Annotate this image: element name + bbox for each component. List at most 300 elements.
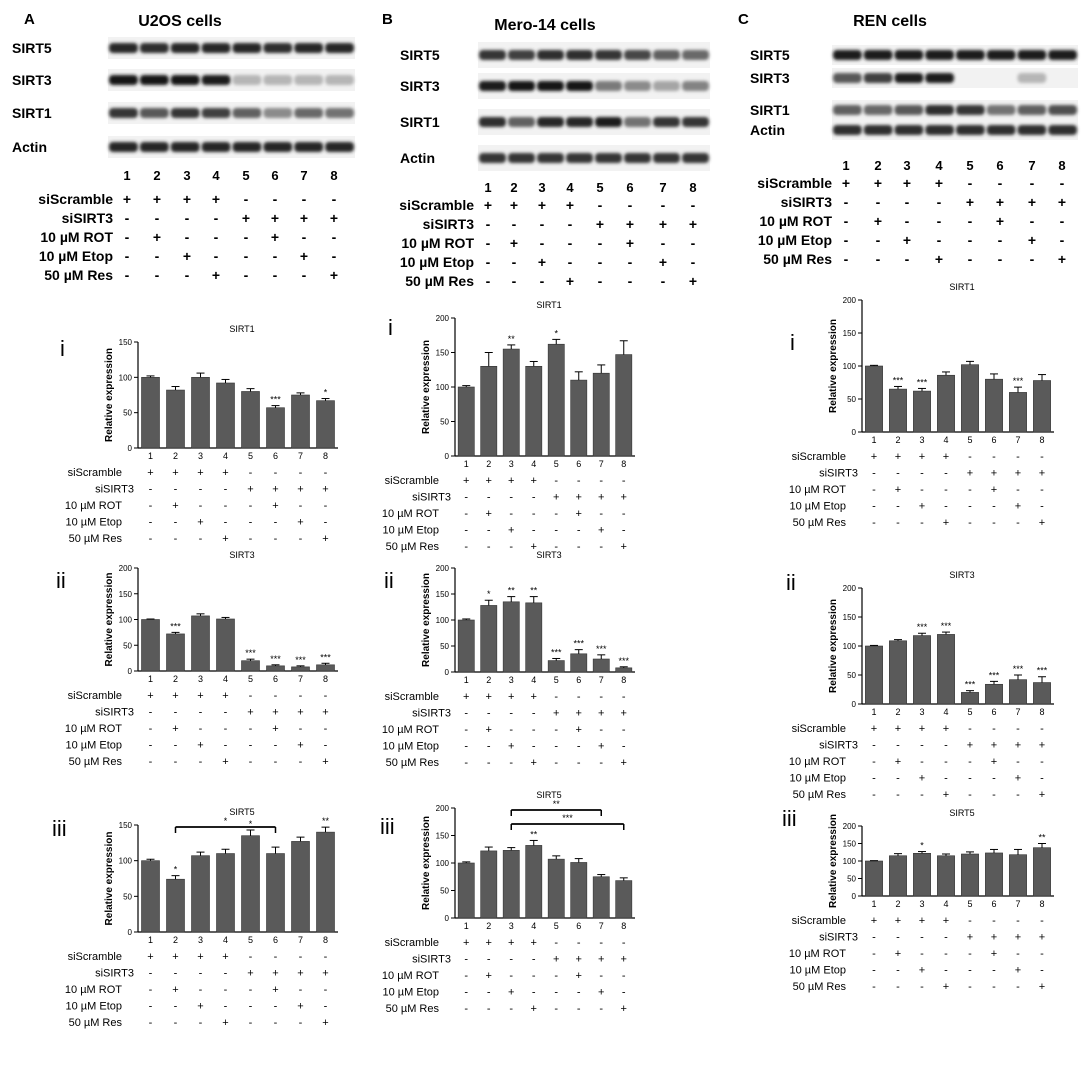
chart-treatment-sign: + — [485, 937, 492, 949]
blot-band — [833, 125, 862, 135]
chart-treatment-sign: - — [896, 964, 900, 977]
chart-treatment-sign: + — [222, 951, 229, 963]
lane-number: 5 — [596, 180, 604, 195]
chart-treatment-sign: - — [298, 984, 303, 996]
chart-treatment-sign: - — [248, 739, 253, 752]
chart-treatment-label: siScramble — [791, 451, 846, 463]
lane-number: 1 — [842, 158, 850, 173]
treatment-sign: - — [843, 232, 849, 248]
blot-band — [1018, 50, 1047, 60]
blot-band — [109, 142, 138, 152]
treatment-sign: - — [597, 235, 603, 251]
significance-mark: ** — [507, 333, 515, 344]
chart-treatment-sign: - — [173, 756, 178, 768]
chart-treatment-sign: + — [1038, 467, 1046, 480]
blot-band — [566, 153, 593, 163]
treatment-sign: + — [902, 175, 912, 191]
bar — [192, 377, 210, 448]
chart-treatment-label: 10 µM Etop — [789, 772, 846, 785]
chart-treatment-sign: + — [172, 723, 179, 735]
x-tick-label: 8 — [322, 451, 329, 461]
subpanel-label: i — [60, 336, 65, 361]
chart-treatment-sign: - — [509, 508, 514, 520]
x-tick-label: 6 — [272, 935, 279, 945]
blot-band — [140, 43, 169, 53]
x-tick-label: 5 — [553, 459, 559, 469]
chart-treatment-sign: + — [508, 740, 515, 753]
significance-mark: ** — [530, 585, 538, 596]
blot-band — [171, 108, 200, 118]
x-tick-label: 3 — [919, 899, 925, 909]
lane-number: 3 — [903, 158, 911, 173]
chart-treatment-sign: - — [198, 756, 203, 768]
bar — [292, 667, 310, 671]
significance-mark: *** — [573, 638, 585, 649]
treatment-sign: + — [483, 197, 493, 213]
chart-treatment-sign: - — [920, 484, 924, 496]
chart-treatment-sign: - — [554, 541, 559, 553]
chart-treatment-sign: - — [1016, 756, 1020, 768]
chart-treatment-sign: - — [531, 724, 536, 736]
x-tick-label: 3 — [197, 451, 204, 461]
blot-band — [325, 75, 354, 85]
x-tick-label: 6 — [991, 707, 997, 717]
treatment-label: siScramble — [399, 197, 474, 213]
y-tick-label: 100 — [842, 857, 856, 866]
chart-treatment-label: 50 µM Res — [792, 517, 846, 529]
chart-treatment-label: 50 µM Res — [68, 533, 122, 545]
chart-treatment-sign: - — [872, 948, 876, 960]
chart-treatment-sign: - — [298, 500, 303, 512]
treatment-sign: - — [154, 210, 160, 226]
x-tick-label: 2 — [486, 675, 492, 685]
treatment-sign: - — [539, 216, 545, 232]
chart-treatment-sign: - — [323, 516, 328, 529]
chart-treatment-sign: - — [968, 915, 972, 927]
y-tick-label: 200 — [118, 564, 132, 573]
chart-treatment-sign: + — [942, 451, 950, 463]
chart-treatment-sign: - — [576, 986, 581, 999]
chart-treatment-sign: - — [298, 756, 303, 768]
bar-chart-c-ii — [786, 570, 1054, 801]
treatment-sign: - — [243, 229, 249, 245]
chart-treatment-label: siSIRT3 — [819, 931, 858, 944]
chart-treatment-sign: - — [896, 467, 900, 480]
blot-band — [864, 50, 893, 60]
y-axis-label: Relative expression — [828, 599, 839, 693]
blot-band — [294, 43, 323, 53]
treatment-sign: - — [597, 254, 603, 270]
y-tick-label: 150 — [118, 821, 132, 830]
chart-treatment-sign: + — [1038, 517, 1046, 529]
treatment-sign: - — [627, 273, 633, 289]
treatment-sign: - — [936, 194, 942, 210]
x-tick-label: 5 — [247, 935, 254, 945]
chart-treatment-sign: + — [598, 491, 605, 504]
chart-treatment-sign: + — [870, 451, 878, 463]
treatment-sign: - — [967, 213, 973, 229]
chart-treatment-sign: + — [530, 541, 537, 553]
chart-treatment-sign: + — [272, 483, 279, 496]
chart-treatment-sign: + — [575, 724, 582, 736]
bar — [1033, 381, 1050, 432]
chart-treatment-sign: - — [872, 484, 876, 496]
y-tick-label: 0 — [444, 914, 449, 923]
chart-treatment-sign: - — [248, 467, 253, 479]
x-tick-label: 7 — [297, 451, 304, 461]
treatment-sign: - — [660, 273, 666, 289]
x-tick-label: 6 — [272, 674, 279, 684]
chart-treatment-sign: + — [508, 691, 515, 703]
chart-title: SIRT5 — [536, 790, 562, 800]
significance-mark: * — [554, 328, 559, 339]
lane-number: 7 — [659, 180, 667, 195]
x-tick-label: 4 — [531, 675, 537, 685]
chart-treatment-label: siScramble — [384, 937, 439, 949]
bar — [889, 856, 906, 896]
chart-treatment-sign: - — [248, 1000, 253, 1013]
chart-treatment-sign: - — [464, 508, 469, 520]
significance-mark: *** — [1036, 665, 1048, 676]
chart-treatment-label: 10 µM ROT — [64, 984, 122, 996]
chart-treatment-sign: - — [273, 1017, 278, 1029]
chart-treatment-sign: - — [298, 951, 303, 963]
x-tick-label: 4 — [943, 707, 949, 717]
blot-band — [956, 105, 985, 115]
treatment-sign: + — [211, 191, 221, 207]
chart-treatment-sign: + — [508, 524, 515, 537]
treatment-sign: - — [485, 216, 491, 232]
chart-treatment-sign: - — [944, 964, 948, 977]
lane-number: 5 — [966, 158, 974, 173]
chart-treatment-sign: + — [197, 467, 204, 479]
chart-treatment-label: siScramble — [791, 915, 846, 927]
blot-band — [1048, 105, 1077, 115]
significance-mark: *** — [245, 648, 256, 659]
treatment-sign: + — [299, 210, 309, 226]
chart-treatment-sign: - — [273, 467, 278, 479]
chart-treatment-sign: + — [197, 516, 204, 529]
bar-chart-b-i — [382, 300, 635, 553]
treatment-label: 10 µM ROT — [759, 213, 832, 229]
chart-treatment-sign: - — [920, 739, 924, 752]
y-tick-label: 50 — [440, 417, 449, 427]
blot-band — [202, 43, 231, 53]
chart-treatment-sign: - — [896, 517, 900, 529]
y-tick-label: 150 — [435, 590, 449, 599]
treatment-sign: - — [331, 248, 337, 264]
bar — [503, 850, 519, 918]
bar — [292, 841, 310, 932]
chart-treatment-sign: + — [297, 967, 304, 980]
chart-treatment-sign: + — [297, 1000, 304, 1013]
chart-treatment-sign: + — [247, 967, 254, 980]
blot-band — [233, 108, 262, 118]
chart-treatment-sign: - — [486, 757, 491, 769]
treatment-sign: - — [124, 248, 130, 264]
significance-mark: *** — [170, 621, 181, 632]
lane-number: 3 — [183, 168, 191, 183]
treatment-sign: + — [509, 197, 519, 213]
bar — [937, 856, 954, 896]
bar — [458, 863, 474, 918]
chart-treatment-sign: - — [554, 508, 559, 520]
chart-treatment-sign: + — [222, 1017, 229, 1029]
chart-treatment-sign: + — [322, 706, 329, 719]
chart-treatment-sign: + — [894, 484, 902, 496]
chart-treatment-sign: - — [273, 739, 278, 752]
chart-treatment-sign: - — [464, 740, 469, 753]
y-tick-label: 200 — [842, 296, 856, 305]
blot-band — [833, 105, 862, 115]
chart-treatment-label: 50 µM Res — [68, 756, 122, 768]
significance-mark: *** — [295, 654, 306, 665]
x-tick-label: 4 — [531, 921, 537, 931]
chart-treatment-sign: - — [223, 483, 228, 496]
treatment-sign: - — [1059, 213, 1065, 229]
chart-treatment-sign: - — [968, 723, 972, 735]
chart-treatment-sign: - — [992, 789, 996, 801]
treatment-sign: - — [301, 267, 307, 283]
x-tick-label: 1 — [147, 674, 154, 684]
x-tick-label: 2 — [895, 707, 901, 717]
blot-band — [987, 105, 1016, 115]
chart-treatment-sign: + — [147, 951, 154, 963]
chart-treatment-sign: + — [530, 1003, 537, 1015]
chart-treatment-sign: + — [620, 541, 627, 553]
chart-treatment-sign: - — [599, 508, 604, 520]
chart-treatment-label: 10 µM Etop — [65, 1000, 122, 1013]
chart-treatment-sign: - — [198, 723, 203, 735]
lane-number: 2 — [874, 158, 882, 173]
chart-treatment-sign: - — [198, 533, 203, 545]
treatment-sign: - — [567, 254, 573, 270]
y-axis-label: Relative expression — [104, 831, 115, 926]
bar — [458, 620, 474, 672]
chart-treatment-sign: + — [575, 953, 582, 966]
treatment-sign: - — [875, 194, 881, 210]
x-tick-label: 6 — [272, 451, 279, 461]
y-tick-label: 150 — [842, 329, 856, 338]
chart-treatment-label: 10 µM ROT — [381, 970, 439, 982]
bar — [142, 377, 160, 448]
blot-band — [325, 142, 354, 152]
chart-treatment-sign: - — [896, 931, 900, 944]
chart-treatment-sign: - — [323, 951, 328, 963]
significance-mark: *** — [618, 655, 630, 666]
significance-mark: *** — [940, 621, 952, 632]
treatment-sign: - — [213, 248, 219, 264]
treatment-sign: + — [1027, 232, 1037, 248]
y-tick-label: 0 — [851, 700, 856, 709]
bar — [1009, 392, 1026, 432]
lane-number: 6 — [996, 158, 1004, 173]
chart-treatment-sign: - — [273, 951, 278, 963]
chart-treatment-label: 10 µM ROT — [381, 724, 439, 736]
chart-treatment-sign: + — [1038, 981, 1046, 993]
chart-treatment-sign: + — [222, 533, 229, 545]
subpanel-label: i — [388, 315, 393, 340]
chart-treatment-sign: - — [944, 931, 948, 944]
treatment-label: 50 µM Res — [44, 267, 113, 283]
chart-treatment-sign: - — [920, 756, 924, 768]
chart-treatment-sign: - — [872, 981, 876, 993]
treatment-sign: + — [965, 194, 975, 210]
bar — [142, 861, 160, 932]
bar — [593, 877, 609, 918]
panel-title: REN cells — [853, 13, 927, 30]
bar — [985, 379, 1002, 432]
chart-treatment-sign: - — [576, 541, 581, 553]
blot-band — [537, 117, 564, 127]
chart-treatment-sign: - — [1016, 451, 1020, 463]
chart-treatment-sign: - — [464, 707, 469, 720]
treatment-sign: + — [122, 191, 132, 207]
treatment-sign: - — [597, 273, 603, 289]
subpanel-label: iii — [52, 816, 67, 841]
y-axis-label: Relative expression — [421, 816, 432, 910]
treatment-sign: + — [995, 213, 1005, 229]
chart-treatment-sign: - — [576, 524, 581, 537]
significance-mark: * — [920, 840, 924, 851]
chart-treatment-sign: + — [322, 533, 329, 545]
panel-title: U2OS cells — [138, 13, 222, 30]
y-tick-label: 0 — [851, 892, 856, 901]
blot-band — [171, 142, 200, 152]
bar — [985, 684, 1002, 704]
chart-treatment-sign: - — [248, 756, 253, 768]
y-tick-label: 100 — [435, 383, 449, 392]
chart-treatment-sign: - — [173, 1000, 178, 1013]
chart-treatment-sign: + — [272, 500, 279, 512]
treatment-sign: - — [243, 248, 249, 264]
chart-treatment-sign: - — [464, 986, 469, 999]
chart-treatment-sign: - — [223, 984, 228, 996]
significance-mark: *** — [988, 670, 1000, 681]
treatment-label: 50 µM Res — [763, 251, 832, 267]
chart-treatment-sign: + — [918, 964, 926, 977]
chart-treatment-label: siScramble — [67, 690, 122, 702]
chart-treatment-label: 10 µM Etop — [382, 986, 439, 999]
treatment-sign: + — [182, 248, 192, 264]
blot-band — [624, 81, 651, 91]
x-tick-label: 1 — [463, 459, 469, 469]
x-tick-label: 1 — [871, 435, 877, 445]
significance-mark: ** — [507, 585, 515, 596]
chart-treatment-sign: - — [531, 970, 536, 982]
bar — [937, 634, 954, 704]
treatment-sign: - — [1059, 175, 1065, 191]
chart-treatment-label: siScramble — [67, 951, 122, 963]
treatment-sign: + — [537, 197, 547, 213]
chart-treatment-sign: - — [323, 984, 328, 996]
treatment-sign: - — [485, 235, 491, 251]
y-axis-label: Relative expression — [421, 340, 432, 434]
y-tick-label: 150 — [118, 338, 132, 347]
chart-treatment-sign: + — [966, 739, 974, 752]
chart-treatment-label: 10 µM ROT — [64, 500, 122, 512]
chart-treatment-sign: - — [248, 516, 253, 529]
chart-treatment-sign: + — [553, 707, 560, 720]
x-tick-label: 8 — [621, 921, 627, 931]
chart-treatment-sign: - — [599, 970, 604, 982]
bar — [571, 380, 587, 456]
x-tick-label: 4 — [222, 451, 229, 461]
x-tick-label: 5 — [247, 451, 254, 461]
blot-band — [864, 125, 893, 135]
chart-treatment-sign: - — [576, 1003, 581, 1015]
chart-treatment-sign: + — [322, 483, 329, 496]
bar — [571, 862, 587, 918]
chart-treatment-sign: + — [990, 467, 998, 480]
y-axis-label: Relative expression — [828, 814, 839, 908]
chart-treatment-sign: - — [599, 724, 604, 736]
x-tick-label: 6 — [576, 675, 582, 685]
bar — [267, 408, 285, 448]
blot-band — [171, 43, 200, 53]
x-tick-label: 5 — [247, 674, 254, 684]
chart-treatment-label: siSIRT3 — [412, 953, 451, 966]
x-tick-label: 2 — [895, 435, 901, 445]
blot-band — [1018, 105, 1047, 115]
chart-treatment-label: 10 µM Etop — [65, 739, 122, 752]
chart-treatment-sign: - — [554, 740, 559, 753]
chart-treatment-sign: - — [554, 1003, 559, 1015]
blot-band — [566, 50, 593, 60]
blot-band — [171, 75, 200, 85]
bar — [548, 661, 564, 672]
x-tick-label: 5 — [967, 707, 973, 717]
bar-chart-b-ii — [382, 550, 635, 769]
treatment-sign: + — [595, 216, 605, 232]
blot-band — [682, 117, 709, 127]
chart-treatment-sign: + — [598, 953, 605, 966]
subpanel-label: i — [790, 330, 795, 355]
chart-treatment-sign: + — [222, 467, 229, 479]
chart-treatment-sign: - — [576, 757, 581, 769]
chart-treatment-sign: - — [148, 739, 153, 752]
chart-treatment-sign: - — [486, 740, 491, 753]
chart-treatment-sign: + — [894, 915, 902, 927]
chart-treatment-sign: - — [599, 475, 604, 487]
chart-treatment-sign: - — [1040, 500, 1044, 513]
chart-treatment-sign: - — [920, 517, 924, 529]
bar — [242, 836, 260, 932]
chart-treatment-sign: - — [944, 772, 948, 785]
blot-band — [294, 142, 323, 152]
blot-band — [294, 108, 323, 118]
chart-treatment-sign: - — [509, 724, 514, 736]
x-tick-label: 2 — [895, 899, 901, 909]
chart-treatment-sign: - — [323, 723, 328, 735]
significance-mark: ** — [1038, 832, 1046, 843]
treatment-label: 10 µM Etop — [399, 254, 474, 270]
chart-treatment-sign: - — [1016, 789, 1020, 801]
chart-treatment-sign: - — [896, 500, 900, 513]
y-tick-label: 0 — [851, 428, 856, 437]
chart-treatment-sign: - — [248, 690, 253, 702]
chart-treatment-sign: + — [870, 915, 878, 927]
chart-treatment-sign: - — [148, 706, 153, 719]
treatment-sign: - — [627, 254, 633, 270]
subpanel-label: ii — [56, 568, 66, 593]
chart-treatment-sign: - — [173, 967, 178, 980]
treatment-label: siSIRT3 — [780, 194, 832, 210]
bar — [458, 387, 474, 456]
bar — [481, 851, 497, 918]
chart-treatment-sign: - — [1040, 484, 1044, 496]
bar — [267, 854, 285, 932]
